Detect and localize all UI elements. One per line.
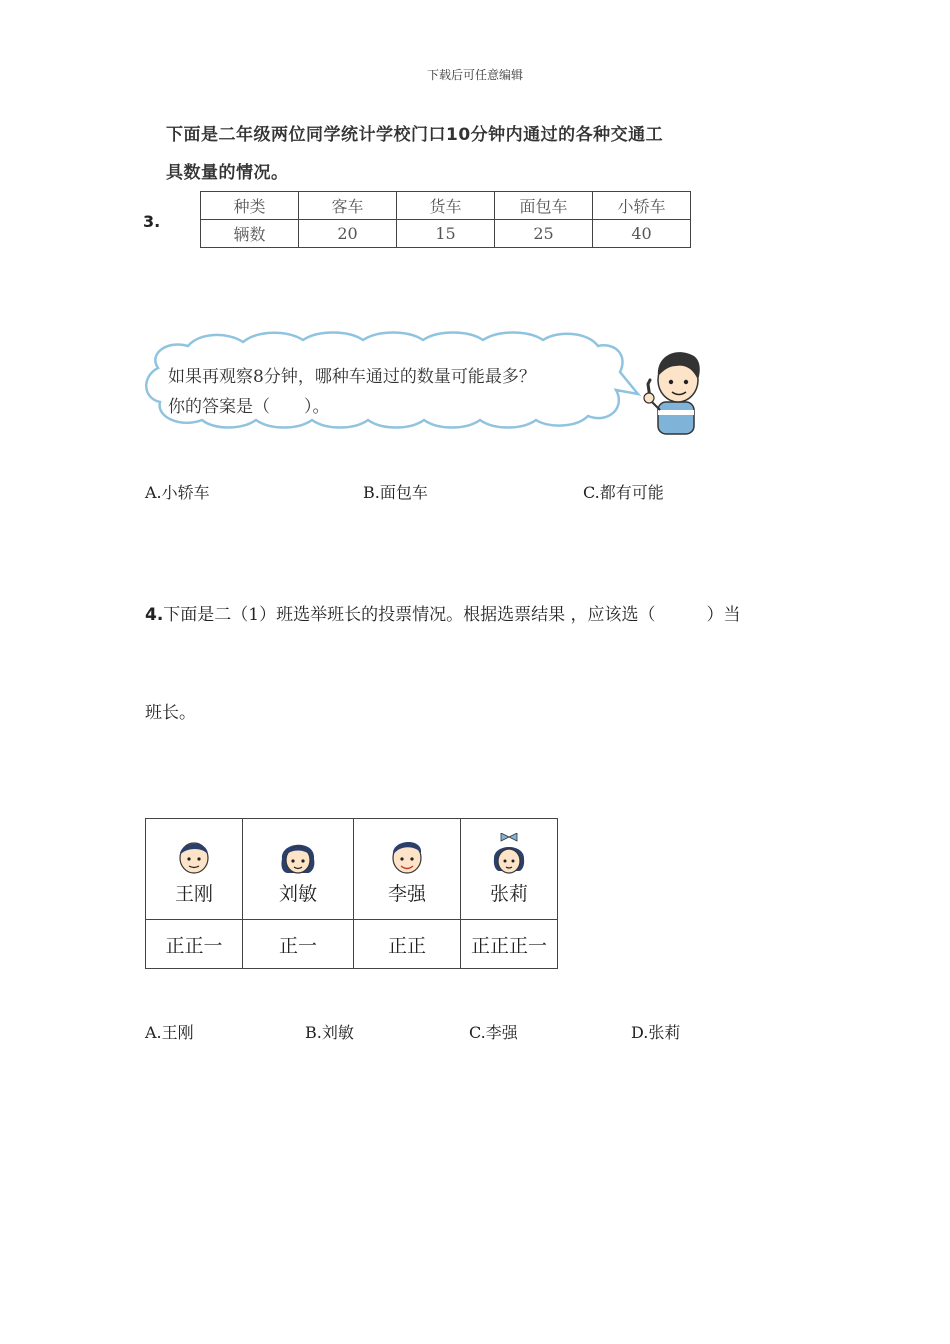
girl-with-bow-avatar-icon <box>489 833 529 877</box>
vehicle-table <box>200 191 691 248</box>
bubble-line2: 你的答案是（ ）。 <box>168 397 330 417</box>
q4-text-line2: 班长。 <box>145 703 196 723</box>
q4-option-d[interactable]: D.张莉 <box>631 1023 681 1042</box>
table-cell: 25 <box>495 220 593 248</box>
candidate-name: 王刚 <box>174 882 213 905</box>
candidate-name: 刘敏 <box>278 882 317 905</box>
bubble-line1: 如果再观察8分钟，哪种车通过的数量可能最多？ <box>168 367 536 387</box>
table-cell: 面包车 <box>495 192 593 220</box>
tally-cell: 正一 <box>243 920 354 969</box>
q4-option-c[interactable]: C.李强 <box>469 1023 518 1042</box>
candidate-name: 张莉 <box>489 882 528 905</box>
candidate-cell <box>243 819 354 920</box>
table-cell: 20 <box>299 220 397 248</box>
table-row <box>201 220 691 248</box>
q4-text: 下面是二（1）班选举班长的投票情况。根据选票结果 ，应该选（ ）当 <box>163 605 741 625</box>
table-row <box>146 920 558 969</box>
tally-cell: 正正正一 <box>461 920 558 969</box>
tally-cell: 正正一 <box>146 920 243 969</box>
q3-intro-line2: 具数量的情况。 <box>166 163 289 183</box>
boy-avatar-icon <box>387 833 427 877</box>
candidate-cell <box>461 819 558 920</box>
q4-number: 4. <box>145 605 164 625</box>
girl-avatar-icon <box>278 833 318 877</box>
tally-cell: 正正 <box>354 920 461 969</box>
q4-option-b[interactable]: B.刘敏 <box>305 1023 354 1042</box>
boy-avatar-icon <box>174 833 214 877</box>
table-cell: 辆数 <box>201 220 299 248</box>
candidate-name: 李强 <box>387 882 426 905</box>
vote-table <box>145 818 558 969</box>
candidate-cell <box>354 819 461 920</box>
page-header: 下载后可任意编辑 <box>426 68 523 82</box>
table-cell: 15 <box>397 220 495 248</box>
boy-character-icon <box>636 344 708 436</box>
table-row <box>146 819 558 920</box>
q4-option-a[interactable]: A.王刚 <box>145 1023 194 1042</box>
q3-option-a[interactable]: A.小轿车 <box>145 483 210 502</box>
table-row <box>201 192 691 220</box>
table-cell: 小轿车 <box>593 192 691 220</box>
q4-text-line1 <box>145 600 741 625</box>
table-cell: 40 <box>593 220 691 248</box>
q3-intro-line1: 下面是二年级两位同学统计学校门口10分钟内通过的各种交通工 <box>166 125 664 145</box>
table-cell: 种类 <box>201 192 299 220</box>
candidate-cell <box>146 819 243 920</box>
q3-number: 3. <box>143 212 161 231</box>
q3-option-c[interactable]: C.都有可能 <box>583 483 664 502</box>
table-cell: 客车 <box>299 192 397 220</box>
q3-option-b[interactable]: B.面包车 <box>363 483 428 502</box>
table-cell: 货车 <box>397 192 495 220</box>
